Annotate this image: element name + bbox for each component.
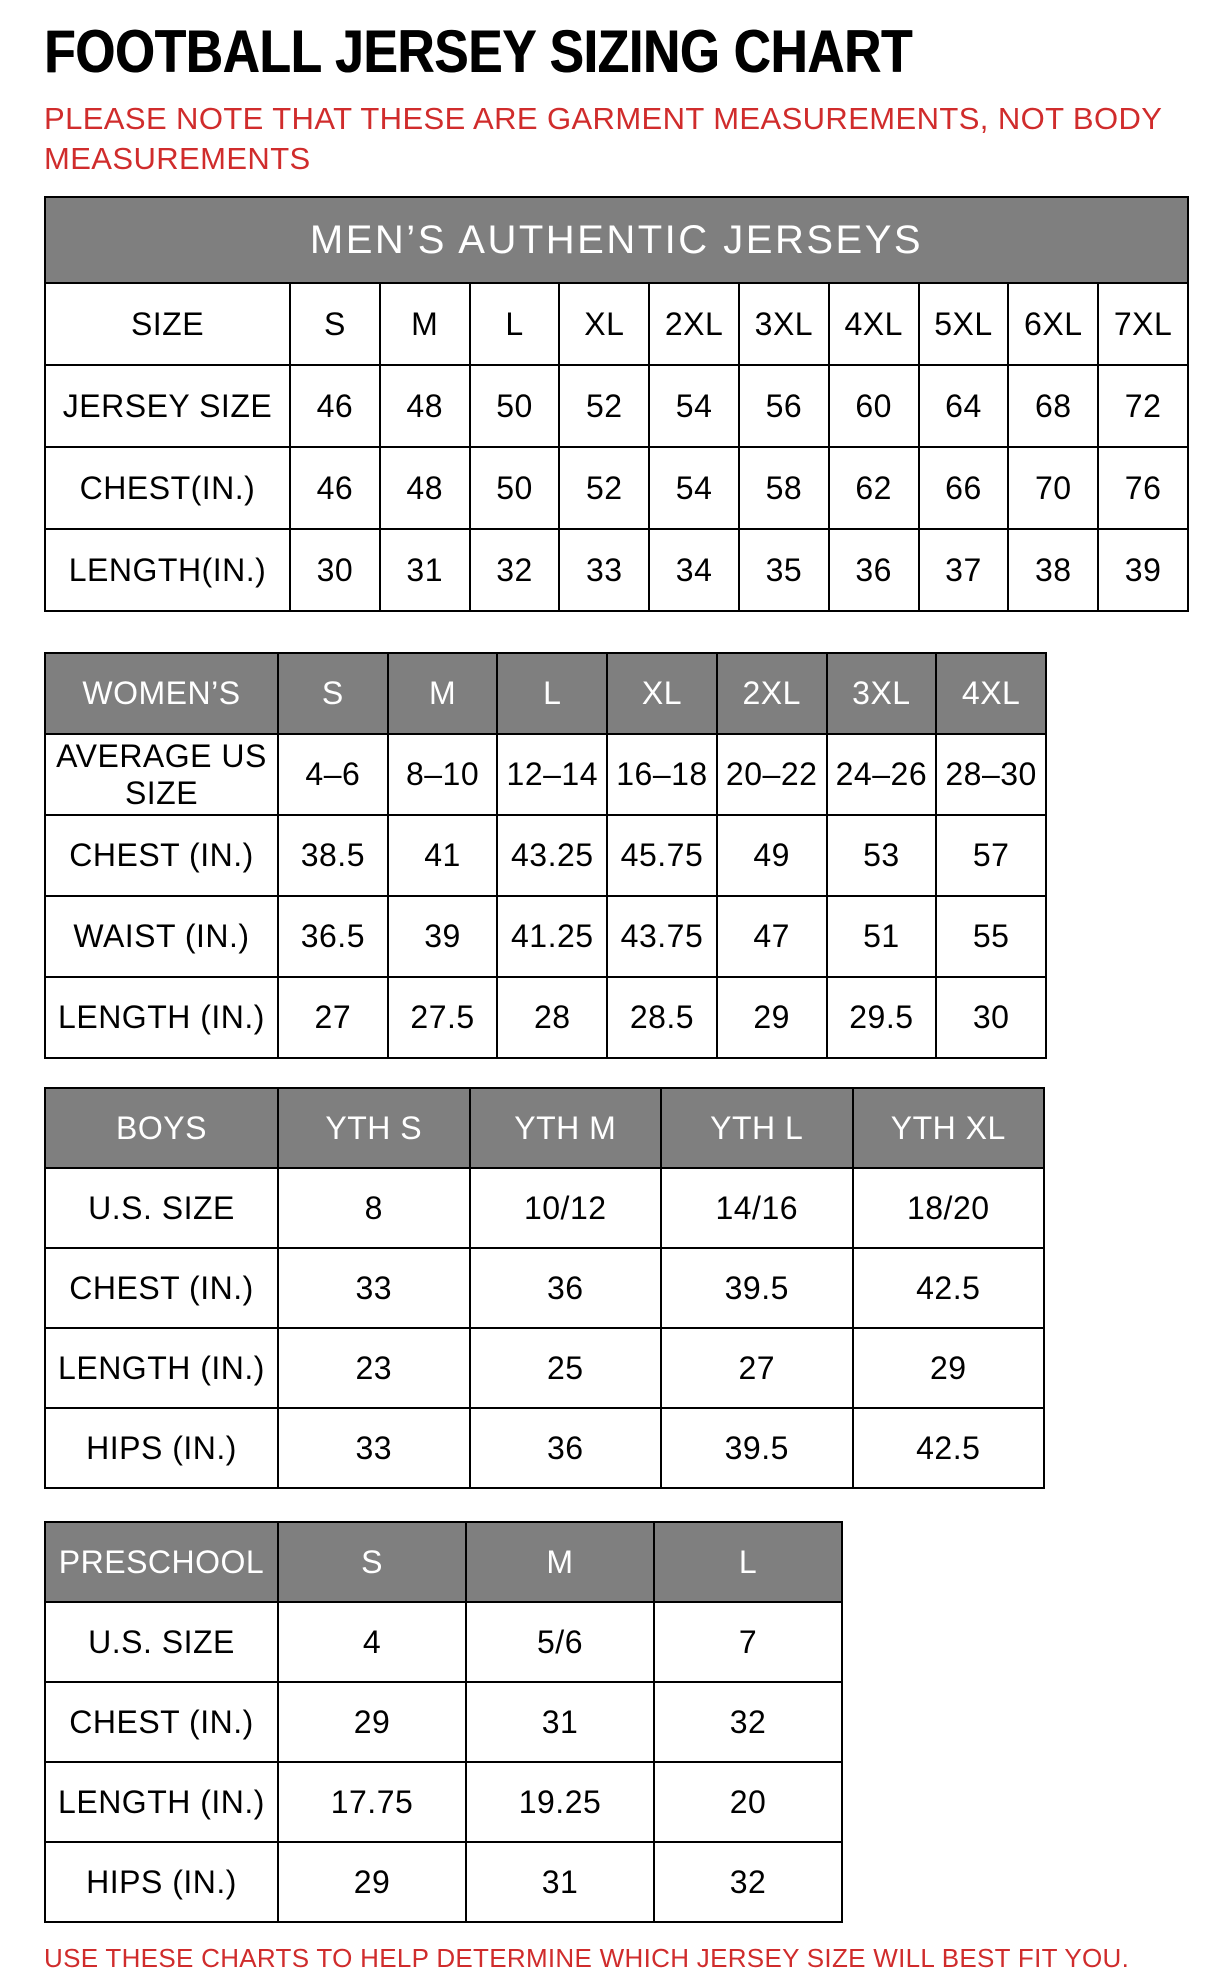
value-cell: 29 — [278, 1682, 466, 1762]
header-cell: BOYS — [45, 1088, 278, 1168]
header-cell: YTH M — [470, 1088, 662, 1168]
value-cell: 55 — [936, 896, 1046, 977]
value-cell: 29 — [853, 1328, 1045, 1408]
row-label: LENGTH (IN.) — [45, 1762, 278, 1842]
value-cell: 7 — [654, 1602, 842, 1682]
value-cell: 72 — [1098, 365, 1188, 447]
table-row — [45, 1602, 842, 1682]
value-cell: 27 — [278, 977, 388, 1058]
mens-authentic-jerseys-table — [44, 196, 1189, 612]
value-cell: 31 — [466, 1682, 654, 1762]
value-cell: XL — [559, 283, 649, 365]
value-cell: 31 — [380, 529, 470, 611]
value-cell: 29 — [717, 977, 827, 1058]
value-cell: 39 — [1098, 529, 1188, 611]
row-label: CHEST (IN.) — [45, 1682, 278, 1762]
header-cell: 3XL — [827, 653, 937, 734]
value-cell: 4 — [278, 1602, 466, 1682]
boys-table-head — [45, 1088, 1044, 1168]
value-cell: 20–22 — [717, 734, 827, 815]
value-cell: 33 — [278, 1248, 470, 1328]
table-row — [45, 1682, 842, 1762]
header-cell: YTH S — [278, 1088, 470, 1168]
table-row — [45, 1762, 842, 1842]
value-cell: 50 — [470, 365, 560, 447]
value-cell: 38.5 — [278, 815, 388, 896]
value-cell: 42.5 — [853, 1408, 1045, 1488]
value-cell: 38 — [1008, 529, 1098, 611]
value-cell: 42.5 — [853, 1248, 1045, 1328]
value-cell: 19.25 — [466, 1762, 654, 1842]
table-row — [45, 1408, 1044, 1488]
row-label: LENGTH (IN.) — [45, 1328, 278, 1408]
table-row — [45, 1168, 1044, 1248]
value-cell: 46 — [290, 365, 380, 447]
value-cell: 29.5 — [827, 977, 937, 1058]
row-label: CHEST (IN.) — [45, 815, 278, 896]
table-row — [45, 977, 1046, 1058]
value-cell: 30 — [290, 529, 380, 611]
value-cell: 64 — [919, 365, 1009, 447]
value-cell: 3XL — [739, 283, 829, 365]
value-cell: 36.5 — [278, 896, 388, 977]
header-cell: L — [654, 1522, 842, 1602]
header-cell: S — [278, 1522, 466, 1602]
mens-table-head — [45, 197, 1188, 283]
value-cell: 37 — [919, 529, 1009, 611]
value-cell: 5/6 — [466, 1602, 654, 1682]
value-cell: 66 — [919, 447, 1009, 529]
table-row — [45, 1328, 1044, 1408]
value-cell: 25 — [470, 1328, 662, 1408]
value-cell: 18/20 — [853, 1168, 1045, 1248]
row-label: LENGTH (IN.) — [45, 977, 278, 1058]
row-label: HIPS (IN.) — [45, 1842, 278, 1922]
table-row — [45, 815, 1046, 896]
value-cell: 68 — [1008, 365, 1098, 447]
value-cell: 28–30 — [936, 734, 1046, 815]
table-row — [45, 283, 1188, 365]
value-cell: 8–10 — [388, 734, 498, 815]
garment-measurement-note: PLEASE NOTE THAT THESE ARE GARMENT MEASUREMENTS, NOT BODY MEASUREMENTS — [44, 101, 1162, 176]
preschool-table — [44, 1521, 843, 1923]
value-cell: S — [290, 283, 380, 365]
row-label: CHEST(IN.) — [45, 447, 290, 529]
value-cell: 5XL — [919, 283, 1009, 365]
row-label: WAIST (IN.) — [45, 896, 278, 977]
table-row — [45, 197, 1188, 283]
value-cell: 45.75 — [607, 815, 717, 896]
value-cell: 12–14 — [497, 734, 607, 815]
table-row — [45, 653, 1046, 734]
fit-advice-footer: USE THESE CHARTS TO HELP DETERMINE WHICH JERSEY SIZE WILL BEST FIT YOU. — [44, 1943, 1130, 1974]
value-cell: 20 — [654, 1762, 842, 1842]
value-cell: 7XL — [1098, 283, 1188, 365]
value-cell: 14/16 — [661, 1168, 853, 1248]
boys-table — [44, 1087, 1045, 1489]
value-cell: 39.5 — [661, 1248, 853, 1328]
value-cell: 10/12 — [470, 1168, 662, 1248]
value-cell: 47 — [717, 896, 827, 977]
value-cell: 41.25 — [497, 896, 607, 977]
value-cell: 76 — [1098, 447, 1188, 529]
value-cell: 32 — [654, 1842, 842, 1922]
mens-table-title: MEN’S AUTHENTIC JERSEYS — [45, 197, 1188, 283]
value-cell: 58 — [739, 447, 829, 529]
header-cell: 4XL — [936, 653, 1046, 734]
value-cell: 48 — [380, 447, 470, 529]
value-cell: 29 — [278, 1842, 466, 1922]
value-cell: 6XL — [1008, 283, 1098, 365]
table-row — [45, 365, 1188, 447]
value-cell: 54 — [649, 447, 739, 529]
value-cell: 35 — [739, 529, 829, 611]
value-cell: 41 — [388, 815, 498, 896]
value-cell: 28 — [497, 977, 607, 1058]
value-cell: 32 — [470, 529, 560, 611]
table-row — [45, 1842, 842, 1922]
value-cell: M — [380, 283, 470, 365]
value-cell: 33 — [559, 529, 649, 611]
preschool-table-body — [45, 1602, 842, 1922]
value-cell: 52 — [559, 447, 649, 529]
value-cell: 36 — [470, 1248, 662, 1328]
value-cell: 24–26 — [827, 734, 937, 815]
table-row — [45, 1088, 1044, 1168]
header-cell: L — [497, 653, 607, 734]
value-cell: 48 — [380, 365, 470, 447]
value-cell: 56 — [739, 365, 829, 447]
value-cell: 27.5 — [388, 977, 498, 1058]
value-cell: 62 — [829, 447, 919, 529]
table-row — [45, 896, 1046, 977]
table-row — [45, 1522, 842, 1602]
value-cell: 57 — [936, 815, 1046, 896]
value-cell: 32 — [654, 1682, 842, 1762]
value-cell: 17.75 — [278, 1762, 466, 1842]
value-cell: 27 — [661, 1328, 853, 1408]
value-cell: 8 — [278, 1168, 470, 1248]
value-cell: 39.5 — [661, 1408, 853, 1488]
value-cell: 4XL — [829, 283, 919, 365]
value-cell: 46 — [290, 447, 380, 529]
header-cell: 2XL — [717, 653, 827, 734]
header-cell: PRESCHOOL — [45, 1522, 278, 1602]
row-label: JERSEY SIZE — [45, 365, 290, 447]
table-row — [45, 447, 1188, 529]
row-label: U.S. SIZE — [45, 1168, 278, 1248]
womens-table-body — [45, 734, 1046, 1058]
row-label: HIPS (IN.) — [45, 1408, 278, 1488]
header-cell: M — [466, 1522, 654, 1602]
table-row — [45, 529, 1188, 611]
header-cell: WOMEN’S — [45, 653, 278, 734]
value-cell: 31 — [466, 1842, 654, 1922]
mens-table-body — [45, 283, 1188, 611]
value-cell: 23 — [278, 1328, 470, 1408]
row-label: U.S. SIZE — [45, 1602, 278, 1682]
value-cell: 50 — [470, 447, 560, 529]
value-cell: 70 — [1008, 447, 1098, 529]
value-cell: 36 — [470, 1408, 662, 1488]
value-cell: 39 — [388, 896, 498, 977]
value-cell: 4–6 — [278, 734, 388, 815]
value-cell: 36 — [829, 529, 919, 611]
value-cell: 16–18 — [607, 734, 717, 815]
value-cell: L — [470, 283, 560, 365]
womens-table — [44, 652, 1047, 1059]
table-row — [45, 1248, 1044, 1328]
header-cell: XL — [607, 653, 717, 734]
header-cell: M — [388, 653, 498, 734]
value-cell: 34 — [649, 529, 739, 611]
value-cell: 33 — [278, 1408, 470, 1488]
value-cell: 52 — [559, 365, 649, 447]
row-label: LENGTH(IN.) — [45, 529, 290, 611]
boys-table-body — [45, 1168, 1044, 1488]
value-cell: 60 — [829, 365, 919, 447]
row-label: AVERAGE US SIZE — [45, 734, 278, 815]
table-row — [45, 734, 1046, 815]
value-cell: 51 — [827, 896, 937, 977]
womens-table-head — [45, 653, 1046, 734]
row-label: SIZE — [45, 283, 290, 365]
value-cell: 49 — [717, 815, 827, 896]
value-cell: 30 — [936, 977, 1046, 1058]
value-cell: 2XL — [649, 283, 739, 365]
header-cell: S — [278, 653, 388, 734]
value-cell: 28.5 — [607, 977, 717, 1058]
page-title: FOOTBALL JERSEY SIZING CHART — [44, 18, 913, 85]
value-cell: 43.75 — [607, 896, 717, 977]
preschool-table-head — [45, 1522, 842, 1602]
value-cell: 43.25 — [497, 815, 607, 896]
header-cell: YTH L — [661, 1088, 853, 1168]
row-label: CHEST (IN.) — [45, 1248, 278, 1328]
header-cell: YTH XL — [853, 1088, 1045, 1168]
value-cell: 53 — [827, 815, 937, 896]
value-cell: 54 — [649, 365, 739, 447]
